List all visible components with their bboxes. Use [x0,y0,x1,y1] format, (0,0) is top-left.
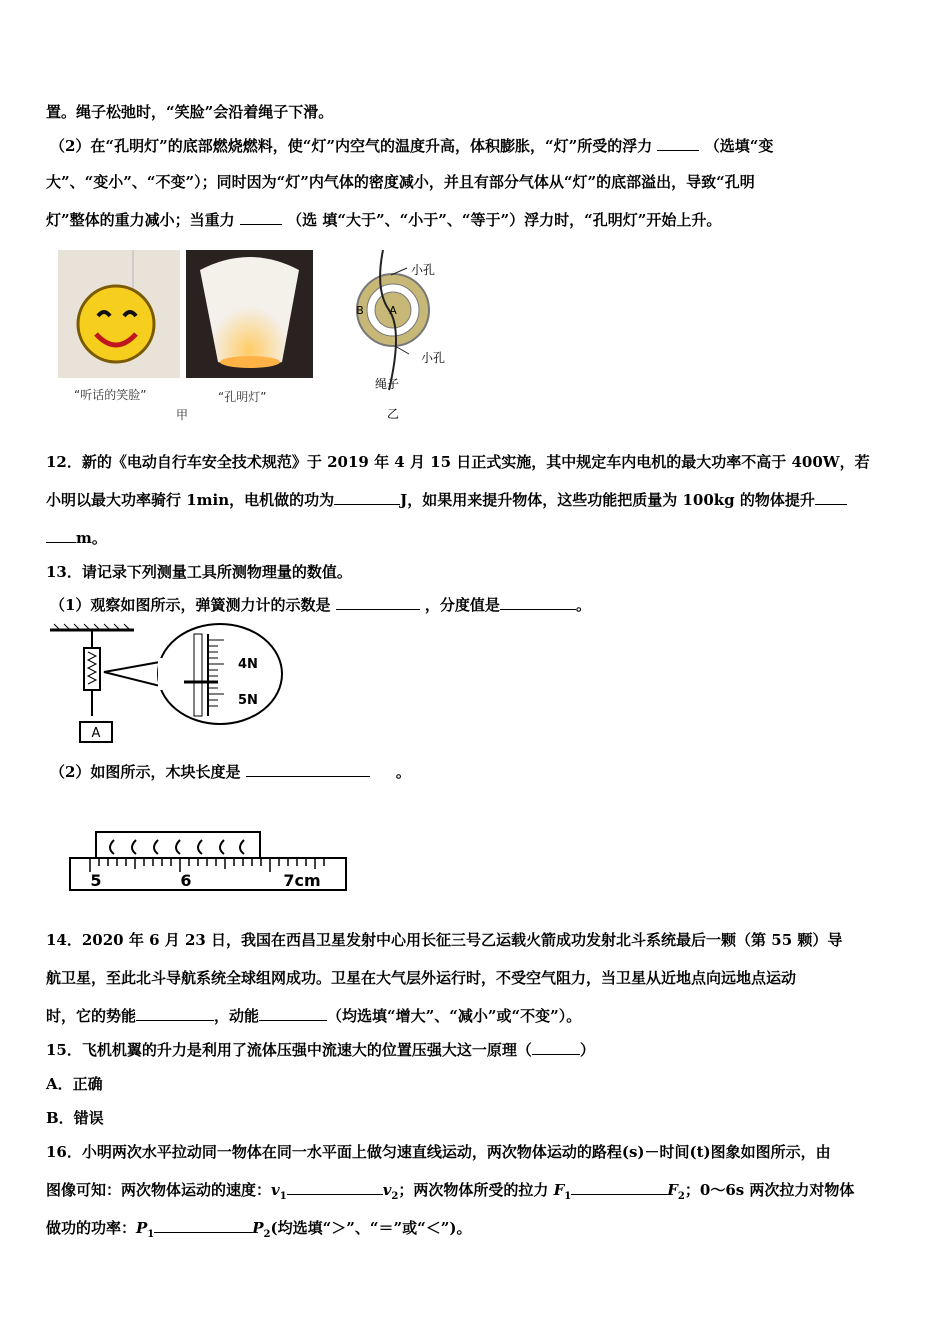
q11-blank-gravity[interactable] [240,210,282,225]
q12-line1: 12．新的《电动自行车安全技术规范》于 2019 年 4 月 15 日正式实施，其中规定车内电机的最大功率不高于 400W，若 [46,453,870,471]
q12-blank-work[interactable] [334,490,400,505]
label-a: A [389,304,397,317]
block-a-label: A [91,726,101,741]
q13-line3: （2）如图所示，木块长度是 。 [50,763,411,781]
hole-label-top: 小孔 [411,263,436,277]
ruler-label-7cm: 7cm [283,871,321,890]
q14-blank-kinetic[interactable] [259,1006,327,1021]
q14-line1: 14．2020 年 6 月 23 日，我国在西昌卫星发射中心用长征三号乙运载火箭成功发射北斗系统最后一颗（第 55 颗）导 [46,931,843,949]
fig-jia-label: 甲 [176,408,189,422]
hole-label-bottom: 小孔 [421,351,446,365]
q11-line3: 灯”整体的重力减小；当重力 （选 填“大于”、“小于”、“等于”）浮力时，“孔明灯”开始上升。 [46,211,722,229]
q15-line1: 15．飞机机翼的升力是利用了流体压强中流速大的位置压强大这一原理（ ） [46,1041,595,1059]
q15-blank-answer[interactable] [532,1040,580,1055]
q16-blank-speed[interactable] [287,1180,383,1195]
q13-blank-division[interactable] [500,595,576,610]
q16-blank-power[interactable] [154,1218,252,1233]
q15-option-b[interactable]: B．错误 [46,1109,104,1127]
rope-label: 绳子 [375,377,400,391]
q13-line1: 13．请记录下列测量工具所测物理量的数值。 [46,563,352,581]
label-b: B [356,304,364,317]
rope-hole-diagram [345,250,465,425]
q16-blank-force[interactable] [571,1180,667,1195]
fig-jia-caption-1: “听话的笑脸” [74,388,147,402]
spring-scale-figure [48,622,298,747]
q16-line1: 16．小明两次水平拉动同一物体在同一水平面上做匀速直线运动，两次物体运动的路程(s)－时间(t)图象如图所示，由 [46,1143,831,1161]
q11-line0: 置。绳子松弛时，“笑脸”会沿着绳子下滑。 [46,103,334,121]
scale-5n-label: 5N [238,693,258,708]
q12-line2: 小明以最大功率骑行 1min，电机做的功为 J，如果用来提升物体，这些功能把质量为 100kg 的物体提升 [46,490,847,510]
fig-yi-label: 乙 [387,407,400,421]
smiley-face-icon [58,250,180,378]
q12-blank-height-a[interactable] [815,490,847,505]
scale-4n-label: 4N [238,657,258,672]
q13-blank-length[interactable] [246,762,370,777]
ruler-figure [66,828,352,894]
q14-blank-potential[interactable] [136,1006,214,1021]
q13-line2: （1）观察如图所示，弹簧测力计的示数是 ，分度值是 。 [50,596,591,614]
q11-line1: （2）在“孔明灯”的底部燃烧燃料，使“灯”内空气的温度升高，体积膨胀，“灯”所受的浮力 （选填“变 [50,137,774,155]
q14-line3: 时，它的势能 ，动能 （均选填“增大”、“减小”或“不变”）。 [46,1007,582,1025]
q12-line3: m。 [46,528,107,548]
ruler-label-5: 5 [90,871,102,890]
q16-line2: 图像可知：两次物体运动的速度：$v_1$ $v_2$；两次物体所受的拉力 $F_1$ $F_2$；0～6s 两次拉力对物体 [46,1181,855,1202]
q11-line2: 大”、“变小”、“不变”）；同时因为“灯”内气体的密度减小，并且有部分气体从“灯”的底部溢出，导致“孔明 [46,173,755,191]
smiley-photo [58,250,180,378]
ruler-label-6: 6 [180,871,192,890]
q16-line3: 做功的功率：$P_1$ $P_2$(均选填“＞”、“＝”或“＜”)。 [46,1219,472,1240]
q15-option-a[interactable]: A．正确 [46,1075,103,1093]
lantern-icon [186,250,313,378]
q13-blank-reading[interactable] [336,595,420,610]
q14-line2: 航卫星，至此北斗导航系统全球组网成功。卫星在大气层外运行时，不受空气阻力，当卫星从近地点向远地点运动 [46,969,797,987]
kongming-lantern-photo [186,250,313,378]
fig-jia-caption-2: “孔明灯” [218,390,267,404]
q12-blank-height-b[interactable] [46,528,76,543]
q11-blank-buoyancy[interactable] [657,136,699,151]
